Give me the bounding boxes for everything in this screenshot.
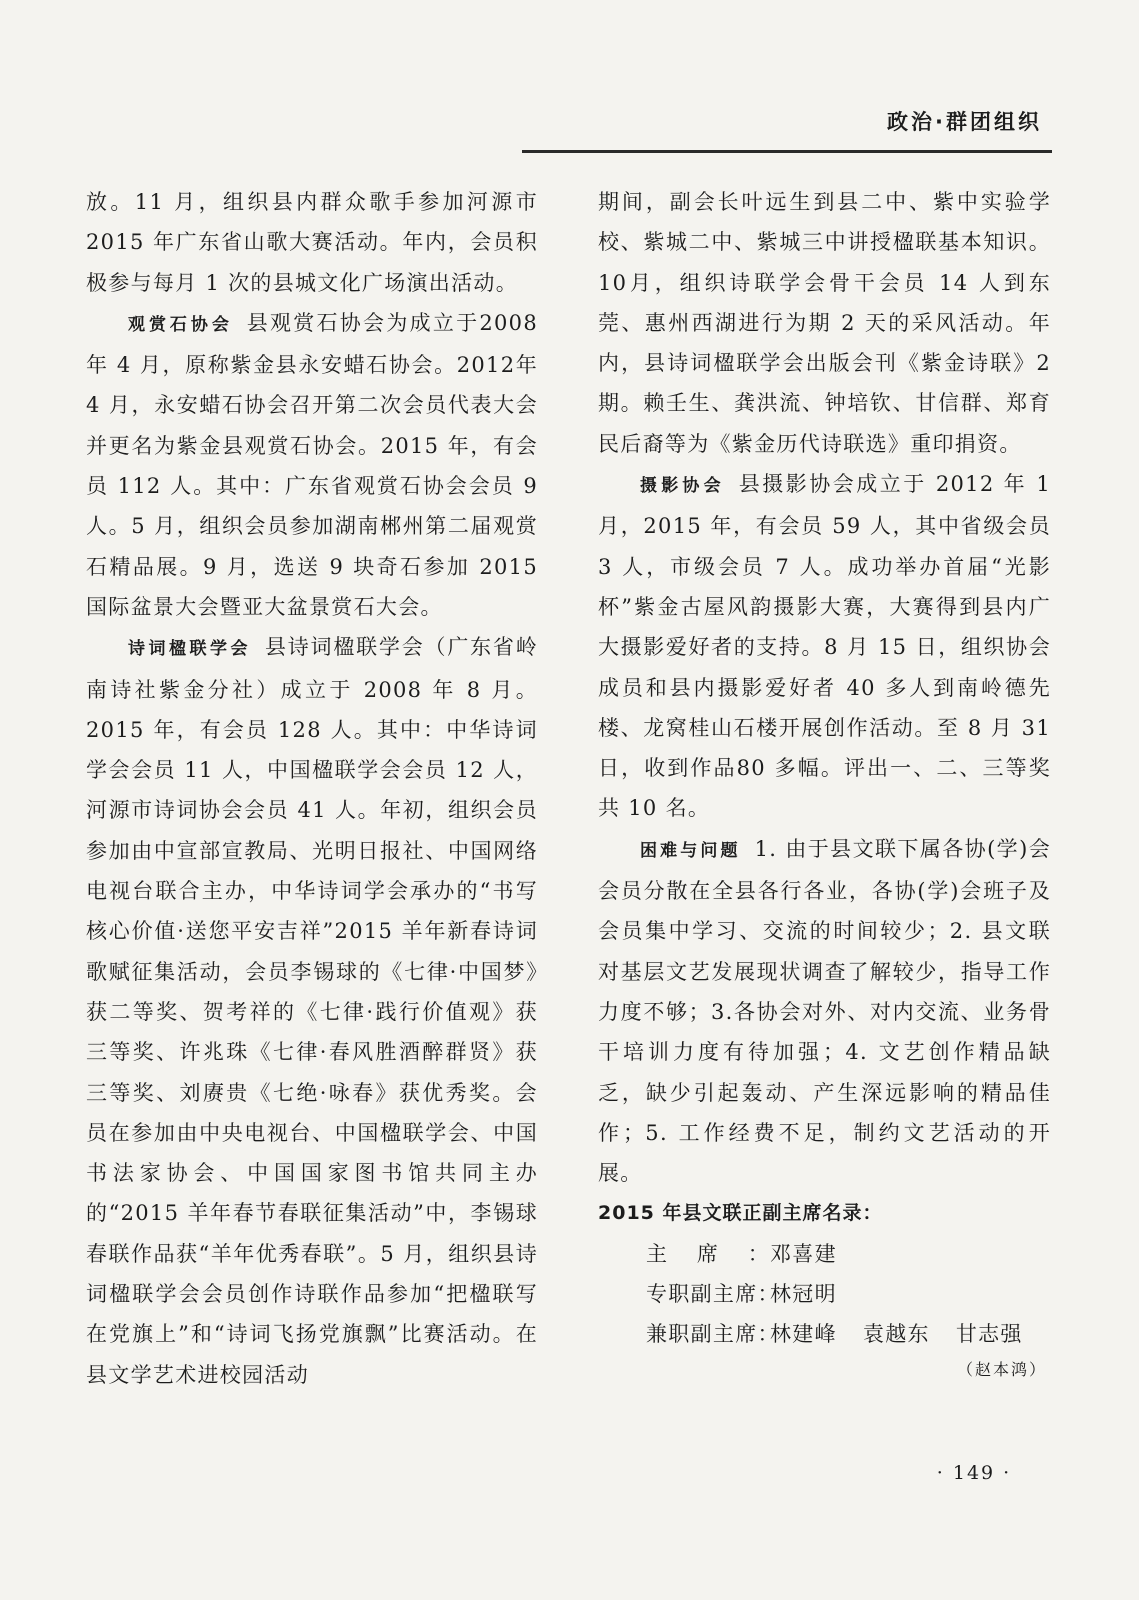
poetry-society-heading: 诗词楹联学会 bbox=[128, 639, 251, 660]
running-header bbox=[522, 106, 1052, 153]
problems-heading: 困难与问题 bbox=[640, 840, 741, 861]
right-column bbox=[598, 182, 1051, 1385]
roster-role: 主席： bbox=[646, 1241, 770, 1266]
poetry-society-text: 县诗词楹联学会（广东省岭南诗社紫金分社）成立于 2008 年 8 月。2015 年，有会员 128 人。其中：中华诗词学会会员 11 人，中国楹联学会会员 12 人，河源市诗词协会会员 41 人。年初，组织会员参加由中宣部宣教局、光明日报社、中国网络电视台联合主办，中华诗词学会承办的“书写核心价值·送您平安吉祥”2015 羊年新春诗词歌赋征集活动，会员李锡球的《七律·中国梦》获二等奖、贺考祥的《七律·践行价值观》获三等奖、许兆珠《七律·春风胜酒醉群贤》获三等奖、刘赓贵《七绝·咏春》获优秀奖。会员在参加由中央电视台、中国楹联学会、中国书法家协会、中国国家图书馆共同主办的“2015 羊年春节春联征集活动”中，李锡球春联作品获“羊年优秀春联”。5 月，组织县诗词楹联学会会员创作诗联作品参加“把楹联写在党旗上”和“诗词飞扬党旗飘”比赛活动。在县文学艺术进校园活动 bbox=[86, 635, 538, 1387]
problems-text: 1. 由于县文联下属各协(学)会会员分散在全县各行各业，各协(学)会班子及会员集中学习、交流的时间较少；2. 县文联对基层文艺发展现状调查了解较少，指导工作力度不够；3.各协会对外、对内交流、业务骨干培训力度有待加强；4. 文艺创作精品缺乏，缺少引起轰动、产生深远影响的精品佳作；5. 工作经费不足，制约文艺活动的开展。 bbox=[598, 836, 1052, 1186]
roster-name: 甘志强 bbox=[955, 1322, 1023, 1347]
poetry-society-paragraph bbox=[86, 627, 538, 1395]
problems-paragraph bbox=[598, 829, 1051, 1194]
section-title: 政治·群团组织 bbox=[887, 110, 1042, 134]
stone-association-text: 县观赏石协会为成立于2008 年 4 月，原称紫金县永安蜡石协会。2012年 4 月，永安蜡石协会召开第二次会员代表大会并更名为紫金县观赏石协会。2015 年，有会员 112 人。其中：广东省观赏石协会会员 9人。5 月，组织会员参加湖南郴州第二届观赏石精品展。9 月，选送 9 块奇石参加 2015 国际盆景大会暨亚大盆景赏石大会。 bbox=[86, 310, 538, 619]
roster-title: 2015 年县文联正副主席名录： bbox=[598, 1202, 883, 1225]
photo-association-text: 县摄影协会成立于 2012 年 1月，2015 年，有会员 59 人，其中省级会员 3 人，市级会员 7 人。成功举办首届“光影杯”紫金古屋风韵摄影大赛，大赛得到县内广大摄影爱好者的支持。8 月 15 日，组织协会成员和县内摄影爱好者 40 多人到南岭德先楼、龙窝桂山石楼开展创作活动。至 8 月 31 日，收到作品80 多幅。评出一、二、三等奖共 10 名。 bbox=[598, 472, 1051, 821]
author-credit: （赵本鸿） bbox=[956, 1359, 1047, 1379]
page-number: · 149 · bbox=[936, 1462, 1012, 1484]
left-column bbox=[86, 182, 538, 1395]
roster-role: 兼职副主席： bbox=[646, 1322, 780, 1347]
stone-association-heading: 观赏石协会 bbox=[128, 314, 233, 335]
roster-row-fulltime-vice-chair bbox=[598, 1274, 1051, 1314]
roster-name: 邓喜建 bbox=[770, 1241, 837, 1266]
roster-row-parttime-vice-chair bbox=[598, 1314, 1051, 1354]
roster-row-chair bbox=[598, 1234, 1051, 1274]
continued-paragraph: 期间，副会长叶远生到县二中、紫中实验学校、紫城二中、紫城三中讲授楹联基本知识。10月，组织诗联学会骨干会员 14 人到东莞、惠州西湖进行为期 2 天的采风活动。年内，县诗词楹联学会出版会刊《紫金诗联》2 期。赖壬生、龚洪流、钟培钦、甘信群、郑育民后裔等为《紫金历代诗联选》重印捐资。 bbox=[598, 190, 1051, 456]
roster-name: 袁越东 bbox=[862, 1322, 930, 1347]
photo-association-heading: 摄影协会 bbox=[640, 476, 725, 497]
header-rule bbox=[522, 150, 1052, 153]
roster-role: 专职副主席： bbox=[646, 1282, 780, 1307]
intro-paragraph: 放。11 月，组织县内群众歌手参加河源市2015 年广东省山歌大赛活动。年内，会员积极参与每月 1 次的县城文化广场演出活动。 bbox=[86, 190, 538, 295]
stone-association-paragraph bbox=[86, 303, 538, 627]
roster-name: 林建峰 bbox=[770, 1322, 837, 1347]
photo-association-paragraph bbox=[598, 464, 1051, 829]
roster-name: 林冠明 bbox=[770, 1282, 837, 1307]
